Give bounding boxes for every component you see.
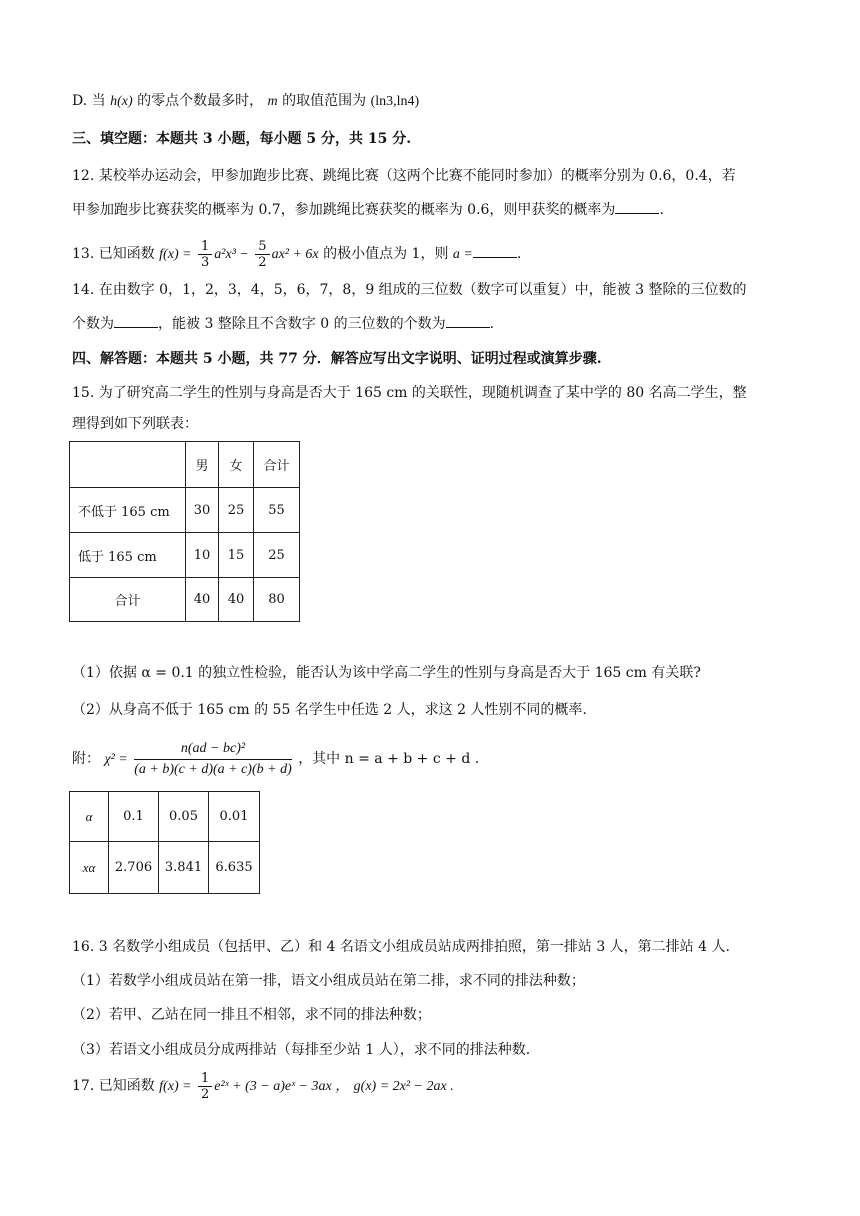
table-header-cell — [70, 442, 186, 488]
section-4-heading: 四、解答题：本题共 5 小题，共 77 分．解答应写出文字说明、证明过程或演算步骤. — [72, 351, 602, 367]
q13-frac1-den: 3 — [201, 254, 210, 270]
q13-frac2-den: 2 — [258, 254, 267, 270]
q13-answer-blank — [473, 243, 517, 258]
q16-sub-1: （1）若数学小组成员站在第一排，语文小组成员站在第二排，求不同的排法种数； — [72, 973, 585, 989]
q14-text-a: 个数为 — [72, 316, 114, 332]
q13-term-2: ax² + 6x — [271, 247, 319, 262]
q13-fraction-2 — [255, 239, 269, 270]
table-row — [70, 578, 300, 622]
table-cell: 0.1 — [109, 792, 159, 842]
chi-square-denominator: (a + b)(c + d)(a + c)(b + d) — [134, 761, 292, 777]
q13-frac1-num: 1 — [198, 239, 212, 255]
table-header-row — [70, 442, 300, 488]
chi-square-symbol: χ² = — [104, 752, 128, 767]
table-header-cell: 女 — [219, 442, 254, 488]
table-cell: α — [70, 792, 109, 842]
q13-term-1: a²x³ − — [214, 247, 249, 262]
option-d-mid: 的零点个数最多时， — [137, 93, 264, 109]
q12-line-2 — [72, 199, 788, 220]
table-cell: 40 — [186, 578, 219, 622]
option-d-tail: 的取值范围为 — [282, 93, 367, 109]
q15-line-1: 15. 为了研究高二学生的性别与身高是否大于 165 cm 的关联性，现随机调查了某中学的 80 名高二学生，整 — [72, 385, 747, 401]
q14-answer-blank-2 — [446, 313, 490, 328]
q15-sub-1: （1）依据 α = 0.1 的独立性检验，能否认为该中学高二学生的性别与身高是否大于 165 cm 有关联? — [72, 665, 701, 681]
q17-term: e²ˣ + (3 − a)eˣ − 3ax ， — [214, 1079, 350, 1094]
table-cell: 合计 — [70, 578, 186, 622]
table-row — [70, 792, 260, 842]
table-cell: 10 — [186, 533, 219, 578]
appendix-tail: ，其中 n = a + b + c + d . — [298, 751, 480, 767]
q12-answer-blank — [615, 199, 659, 214]
q15-appendix — [72, 738, 788, 781]
q13-mid: 的极小值点为 1，则 — [323, 246, 449, 262]
q15-line-2: 理得到如下列联表： — [72, 416, 198, 432]
option-d-range: (ln3,ln4) — [370, 94, 420, 109]
table-cell: 30 — [186, 488, 219, 533]
table-cell: 0.01 — [209, 792, 260, 842]
table-cell: xα — [70, 842, 109, 894]
q13-line — [72, 236, 788, 273]
q13-end: . — [516, 246, 522, 262]
table-row — [70, 842, 260, 894]
appendix-label: 附： — [72, 751, 100, 767]
option-d — [72, 91, 788, 112]
q17-function-g: g(x) = 2x² − 2ax . — [353, 1079, 454, 1094]
q12-end: . — [659, 202, 664, 218]
table-cell: 不低于 165 cm — [70, 488, 186, 533]
q14-line-2 — [72, 313, 788, 334]
q13-prefix: 13. 已知函数 — [72, 246, 155, 262]
table-header-cell: 合计 — [254, 442, 300, 488]
q16-stem: 16. 3 名数学小组成员（包括甲、乙）和 4 名语文小组成员站成两排拍照，第一排站 3 人，第二排站 4 人. — [72, 939, 730, 955]
chi-square-fraction — [134, 739, 292, 780]
table-cell: 3.841 — [159, 842, 209, 894]
table-cell: 25 — [219, 488, 254, 533]
table-cell: 0.05 — [159, 792, 209, 842]
section-3-heading: 三、填空题：本题共 3 小题，每小题 5 分，共 15 分. — [72, 131, 412, 147]
table-header-cell: 男 — [186, 442, 219, 488]
q14-line-1: 14. 在由数字 0，1，2，3，4，5，6，7，8，9 组成的三位数（数字可以重复）中，能被 3 整除的三位数的 — [72, 282, 747, 298]
table-cell: 低于 165 cm — [70, 533, 186, 578]
q12-line-1: 12. 某校举办运动会，甲参加跑步比赛、跳绳比赛（这两个比赛不能同时参加）的概率分别为 0.6，0.4，若 — [72, 168, 736, 184]
q16-sub-3: （3）若语文小组成员分成两排站（每排至少站 1 人），求不同的排法种数. — [72, 1042, 531, 1058]
q14-text-b: ，能被 3 整除且不含数字 0 的三位数的个数为 — [158, 316, 446, 332]
q17-frac-num: 1 — [198, 1071, 212, 1087]
option-d-label: D. 当 — [72, 93, 106, 109]
q17-prefix: 17. 已知函数 — [72, 1078, 155, 1094]
table-cell: 55 — [254, 488, 300, 533]
table-row — [70, 533, 300, 578]
table-cell: 15 — [219, 533, 254, 578]
table-cell: 6.635 — [209, 842, 260, 894]
q17-frac-den: 2 — [201, 1086, 210, 1102]
option-d-function: h(x) — [110, 94, 133, 109]
contingency-table — [69, 441, 300, 622]
critical-value-table — [69, 791, 260, 894]
table-cell: 80 — [254, 578, 300, 622]
q13-fraction-1 — [198, 239, 212, 270]
table-cell: 2.706 — [109, 842, 159, 894]
chi-square-numerator: n(ad − bc)² — [134, 739, 292, 760]
q17-fraction — [198, 1071, 212, 1102]
q13-variable: a = — [452, 247, 473, 262]
q16-sub-2: （2）若甲、乙站在同一排且不相邻，求不同的排法种数； — [72, 1007, 431, 1023]
q12-text: 甲参加跑步比赛获奖的概率为 0.7，参加跳绳比赛获奖的概率为 0.6，则甲获奖的概率为 — [72, 202, 616, 218]
q13-frac2-num: 5 — [255, 239, 269, 255]
table-cell: 40 — [219, 578, 254, 622]
q15-sub-2: （2）从身高不低于 165 cm 的 55 名学生中任选 2 人，求这 2 人性别不同的概率. — [72, 702, 587, 718]
q17-function-f: f(x) = — [159, 1079, 192, 1094]
table-cell: 25 — [254, 533, 300, 578]
option-d-variable: m — [267, 94, 278, 109]
q14-end: . — [489, 316, 495, 332]
q13-function: f(x) = — [159, 247, 192, 262]
table-row — [70, 488, 300, 533]
q17-line — [72, 1068, 788, 1105]
q14-answer-blank-1 — [114, 313, 158, 328]
